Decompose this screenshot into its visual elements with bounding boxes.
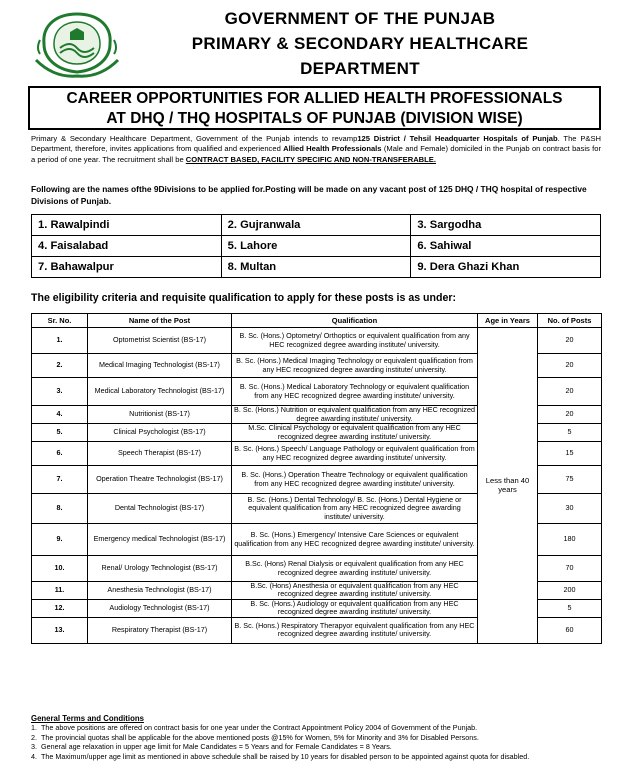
division-cell: 5. Lahore (221, 236, 411, 257)
banner-line2: AT DHQ / THQ HOSPITALS OF PUNJAB (DIVISION WISE) (106, 110, 523, 127)
terms-item-number: 1. (31, 723, 37, 733)
header-posts: No. of Posts (538, 314, 602, 328)
division-cell: 4. Faisalabad (32, 236, 222, 257)
divisions-row (32, 257, 601, 278)
terms-item-text: The Maximum/upper age limit as mentioned in above schedule shall be raised by 10 years for disabled person to be appointed against quota for disabled. (41, 751, 530, 761)
sr-no-cell: 1. (32, 328, 88, 354)
post-name-cell: Speech Therapist (BS-17) (88, 442, 232, 466)
department-title (120, 6, 600, 81)
division-cell: 9. Dera Ghazi Khan (411, 257, 601, 278)
header (0, 0, 629, 86)
sr-no-cell: 4. (32, 406, 88, 424)
sr-no-cell: 10. (32, 556, 88, 582)
header-age: Age in Years (478, 314, 538, 328)
divisions-row (32, 236, 601, 257)
qualification-cell: B. Sc. (Hons.) Speech/ Language Pathology or equivalent qualification from any HEC recognized degree awarding institute/ university. (232, 442, 478, 466)
sr-no-cell: 9. (32, 524, 88, 556)
sr-no-cell: 11. (32, 582, 88, 600)
intro-bold-1: 125 District / Tehsil Headquarter Hospitals of Punjab (357, 134, 558, 143)
qualification-cell: B.Sc. (Hons) Renal Dialysis or equivalent qualification from any HEC recognized degree awarding institute/ university. (232, 556, 478, 582)
posts-count-cell: 5 (538, 599, 602, 617)
header-qualification: Qualification (232, 314, 478, 328)
divisions-row (32, 215, 601, 236)
intro-paragraph (31, 134, 601, 165)
terms-list (31, 723, 606, 761)
intro-text-1: Primary & Secondary Healthcare Department, Government of the Punjab intends to revamp (31, 134, 358, 143)
intro-text-3: (Male and Female) domiciled in the Punjab on contract basis for a period of one year. The recruitment shall be (31, 144, 602, 164)
post-name-cell: Clinical Psychologist (BS-17) (88, 424, 232, 442)
banner-line1: CAREER OPPORTUNITIES FOR ALLIED HEALTH PROFESSIONALS (66, 90, 563, 107)
post-name-cell: Audiology Technologist (BS-17) (88, 599, 232, 617)
sr-no-cell: 13. (32, 617, 88, 643)
post-name-cell: Emergency medical Technologist (BS-17) (88, 524, 232, 556)
posts-count-cell: 20 (538, 378, 602, 406)
terms-item-text: The above positions are offered on contract basis for one year under the Contract Appointment Policy 2004 of Government of the Punjab. (41, 723, 478, 733)
eligibility-heading: The eligibility criteria and requisite qualification to apply for these posts is as under: (31, 292, 457, 304)
career-banner (28, 86, 601, 130)
division-cell: 8. Multan (221, 257, 411, 278)
gov-title-line3: DEPARTMENT (300, 59, 420, 78)
posts-count-cell: 20 (538, 406, 602, 424)
terms-item (31, 742, 606, 751)
division-cell: 3. Sargodha (411, 215, 601, 236)
posts-count-cell: 30 (538, 494, 602, 524)
divisions-table (31, 214, 601, 278)
table-row (32, 328, 602, 354)
posts-count-cell: 15 (538, 442, 602, 466)
post-name-cell: Renal/ Urology Technologist (BS-17) (88, 556, 232, 582)
intro-underlined: CONTRACT BASED, FACILITY SPECIFIC AND NON-TRANSFERABLE. (185, 154, 436, 164)
post-name-cell: Nutritionist (BS-17) (88, 406, 232, 424)
post-name-cell: Anesthesia Technologist (BS-17) (88, 582, 232, 600)
punjab-emblem-logo (30, 8, 124, 80)
terms-section (31, 714, 606, 761)
sr-no-cell: 12. (32, 599, 88, 617)
post-name-cell: Optometrist Scientist (BS-17) (88, 328, 232, 354)
age-cell: Less than 40 years (478, 328, 538, 644)
division-cell: 7. Bahawalpur (32, 257, 222, 278)
terms-item-number: 3. (31, 742, 37, 752)
division-cell: 2. Gujranwala (221, 215, 411, 236)
posts-count-cell: 60 (538, 617, 602, 643)
qualification-cell: B. Sc. (Hons.) Medical Laboratory Technology or equivalent qualification from any HEC recognized degree awarding institute/ university. (232, 378, 478, 406)
qualification-cell: B. Sc. (Hons.) Nutrition or equivalent qualification from any HEC recognized degree awarding institute/ university. (232, 406, 478, 424)
sr-no-cell: 2. (32, 354, 88, 378)
division-cell: 1. Rawalpindi (32, 215, 222, 236)
qualification-cell: B. Sc. (Hons.) Audiology or equivalent qualification from any HEC recognized degree awarding institute/ university. (232, 599, 478, 617)
post-name-cell: Dental Technologist (BS-17) (88, 494, 232, 524)
terms-item-text: General age relaxation in upper age limit for Male Candidates = 5 Years and for Female Candidates = 8 Years. (41, 742, 392, 752)
terms-item-number: 4. (31, 751, 37, 761)
post-name-cell: Medical Imaging Technologist (BS-17) (88, 354, 232, 378)
posts-count-cell: 180 (538, 524, 602, 556)
sr-no-cell: 8. (32, 494, 88, 524)
terms-item (31, 752, 606, 761)
terms-heading: General Terms and Conditions (31, 714, 144, 723)
qualification-cell: B. Sc. (Hons.) Emergency/ Intensive Care Sciences or equivalent qualification from any HEC recognized degree awarding institute/ university. (232, 524, 478, 556)
posts-count-cell: 200 (538, 582, 602, 600)
sr-no-cell: 7. (32, 466, 88, 494)
header-sr-no: Sr. No. (32, 314, 88, 328)
post-name-cell: Medical Laboratory Technologist (BS-17) (88, 378, 232, 406)
post-name-cell: Respiratory Therapist (BS-17) (88, 617, 232, 643)
qualification-cell: B. Sc. (Hons.) Respiratory Therapyor equivalent qualification from any HEC recognized degree awarding institute/ university. (232, 617, 478, 643)
qualification-cell: B. Sc. (Hons.) Optometry/ Orthoptics or equivalent qualification from any HEC recognized degree awarding institute/ university. (232, 328, 478, 354)
qualification-cell: B. Sc. (Hons.) Dental Technology/ B. Sc. (Hons.) Dental Hygiene or equivalent qualification from any HEC recognized degree awarding institute/ university. (232, 494, 478, 524)
posts-table (31, 313, 602, 644)
terms-item-text: The provincial quotas shall be applicable for the above mentioned posts @15% for Women, 5% for Minority and 3% for Disabled Persons. (41, 732, 479, 742)
post-name-cell: Operation Theatre Technologist (BS-17) (88, 466, 232, 494)
gov-title-line2: PRIMARY & SECONDARY HEALTHCARE (191, 34, 529, 53)
sr-no-cell: 3. (32, 378, 88, 406)
posts-count-cell: 70 (538, 556, 602, 582)
gov-title-line1: GOVERNMENT OF THE PUNJAB (224, 9, 496, 28)
posts-count-cell: 5 (538, 424, 602, 442)
division-cell: 6. Sahiwal (411, 236, 601, 257)
terms-item-number: 2. (31, 732, 37, 742)
posts-count-cell: 20 (538, 354, 602, 378)
sr-no-cell: 6. (32, 442, 88, 466)
posts-count-cell: 20 (538, 328, 602, 354)
qualification-cell: B.Sc. (Hons) Anesthesia or equivalent qualification from any HEC recognized degree awarding institute/ university. (232, 582, 478, 600)
terms-item (31, 723, 606, 732)
intro-bold-2: Allied Health Professionals (283, 144, 382, 154)
terms-item (31, 733, 606, 742)
intro-text-2: . The P&SH Department, therefore, invites applications from qualified and experienced (31, 134, 601, 154)
posts-count-cell: 75 (538, 466, 602, 494)
posts-header-row (32, 314, 602, 328)
header-post-name: Name of the Post (88, 314, 232, 328)
posts-body (32, 328, 602, 644)
division-note: Following are the names ofthe 9Divisions to be applied for.Posting will be made on any vacant post of 125 DHQ / THQ hospital of respective Divisions of Punjab. (31, 184, 587, 206)
qualification-cell: B. Sc. (Hons.) Operation Theatre Technology or equivalent qualification from any HEC recognized degree awarding institute/ university. (232, 466, 478, 494)
sr-no-cell: 5. (32, 424, 88, 442)
qualification-cell: B. Sc. (Hons.) Medical Imaging Technology or equivalent qualification from any HEC recognized degree awarding institute/ university. (232, 354, 478, 378)
qualification-cell: M.Sc. Clinical Psychology or equivalent qualification from any HEC recognized degree awarding institute/ university. (232, 424, 478, 442)
